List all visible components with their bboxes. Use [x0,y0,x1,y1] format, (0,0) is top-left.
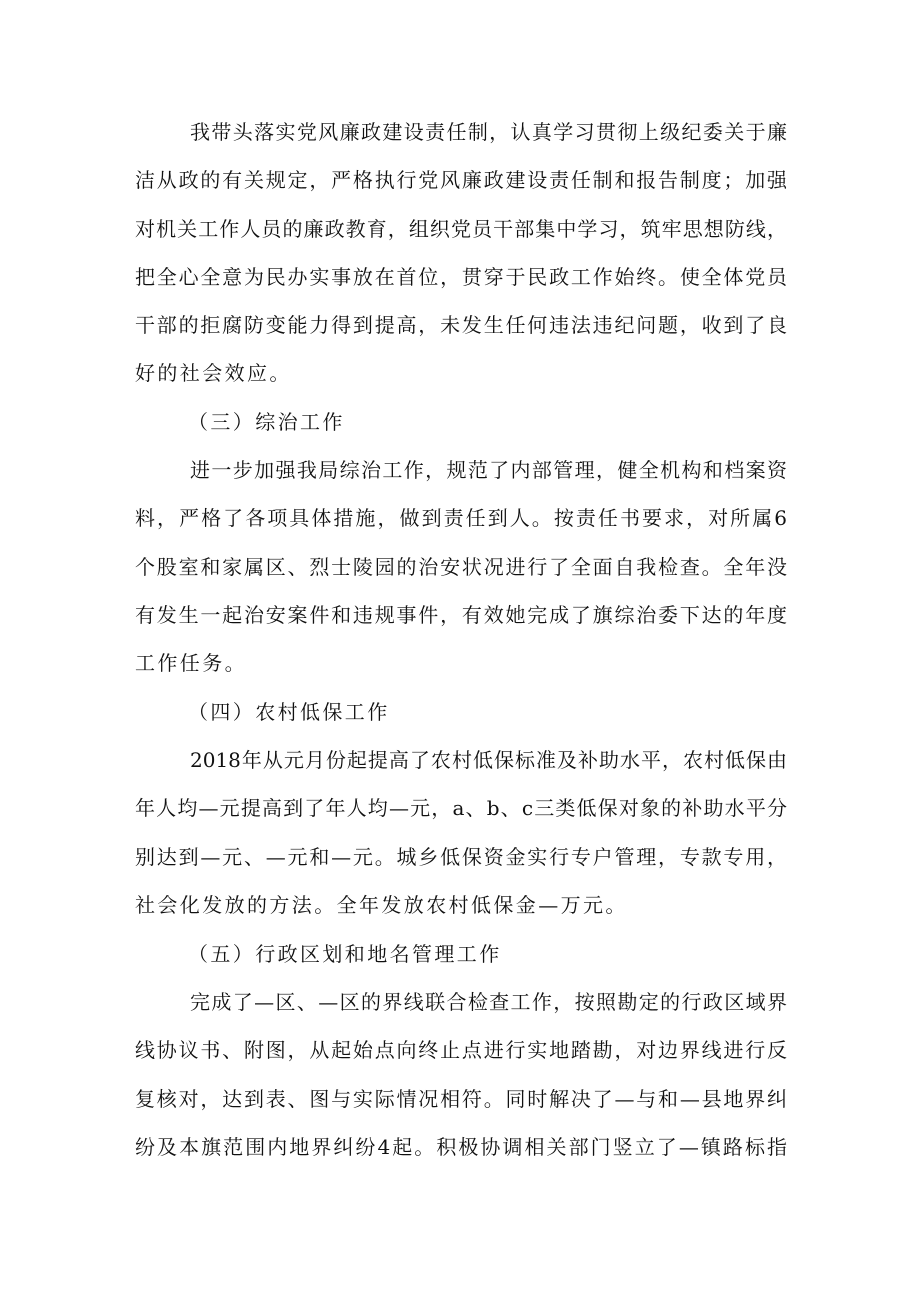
paragraph-4-line-1: 完成了—区、—区的界线联合检查工作，按照勘定的行政区域界 [190,990,787,1014]
paragraph-3-line-3: 别达到—元、—元和—元。城乡低保资金实行专户管理，专款专用， [135,845,787,869]
paragraph-4-line-2: 线协议书、附图，从起始点向终止点进行实地踏勘，对边界线进行反 [135,1038,787,1062]
section-heading-5: （五）行政区划和地名管理工作 [188,942,502,966]
paragraph-1-line-5: 干部的拒腐防变能力得到提高，未发生任何违法违纪问题，收到了良 [135,313,787,337]
paragraph-1-line-1: 我带头落实党风廉政建设责任制，认真学习贯彻上级纪委关于廉 [190,120,787,144]
paragraph-1-line-6: 好的社会效应。 [135,361,292,385]
paragraph-2-line-3: 个股室和家属区、烈士陵园的治安状况进行了全面自我检查。全年没 [135,555,787,579]
paragraph-2-line-5: 工作任务。 [135,651,247,675]
paragraph-1-line-2: 洁从政的有关规定，严格执行党风廉政建设责任制和报告制度；加强 [135,168,787,192]
paragraph-2-line-2: 料，严格了各项具体措施，做到责任到人。按责任书要求，对所属6 [135,506,787,530]
paragraph-2-line-1: 进一步加强我局综治工作，规范了内部管理，健全机构和档案资 [190,458,787,482]
paragraph-4-line-4: 纷及本旗范围内地界纠纷4起。积极协调相关部门竖立了—镇路标指 [135,1135,787,1159]
paragraph-3-line-2: 年人均—元提高到了年人均—元，a、b、c三类低保对象的补助水平分 [135,796,787,820]
paragraph-2-line-4: 有发生一起治安案件和违规事件，有效她完成了旗综治委下达的年度 [135,603,787,627]
paragraph-1-line-3: 对机关工作人员的廉政教育，组织党员干部集中学习，筑牢思想防线， [135,217,787,241]
paragraph-3-line-1: 2018年从元月份起提高了农村低保标准及补助水平，农村低保由 [190,748,787,772]
paragraph-1-line-4: 把全心全意为民办实事放在首位，贯穿于民政工作始终。使全体党员 [135,265,787,289]
section-heading-4: （四）农村低保工作 [188,700,390,724]
paragraph-4-line-3: 复核对，达到表、图与实际情况相符。同时解决了—与和—县地界纠 [135,1087,787,1111]
paragraph-3-line-4: 社会化发放的方法。全年发放农村低保金—万元。 [135,893,628,917]
section-heading-3: （三）综治工作 [188,410,345,434]
